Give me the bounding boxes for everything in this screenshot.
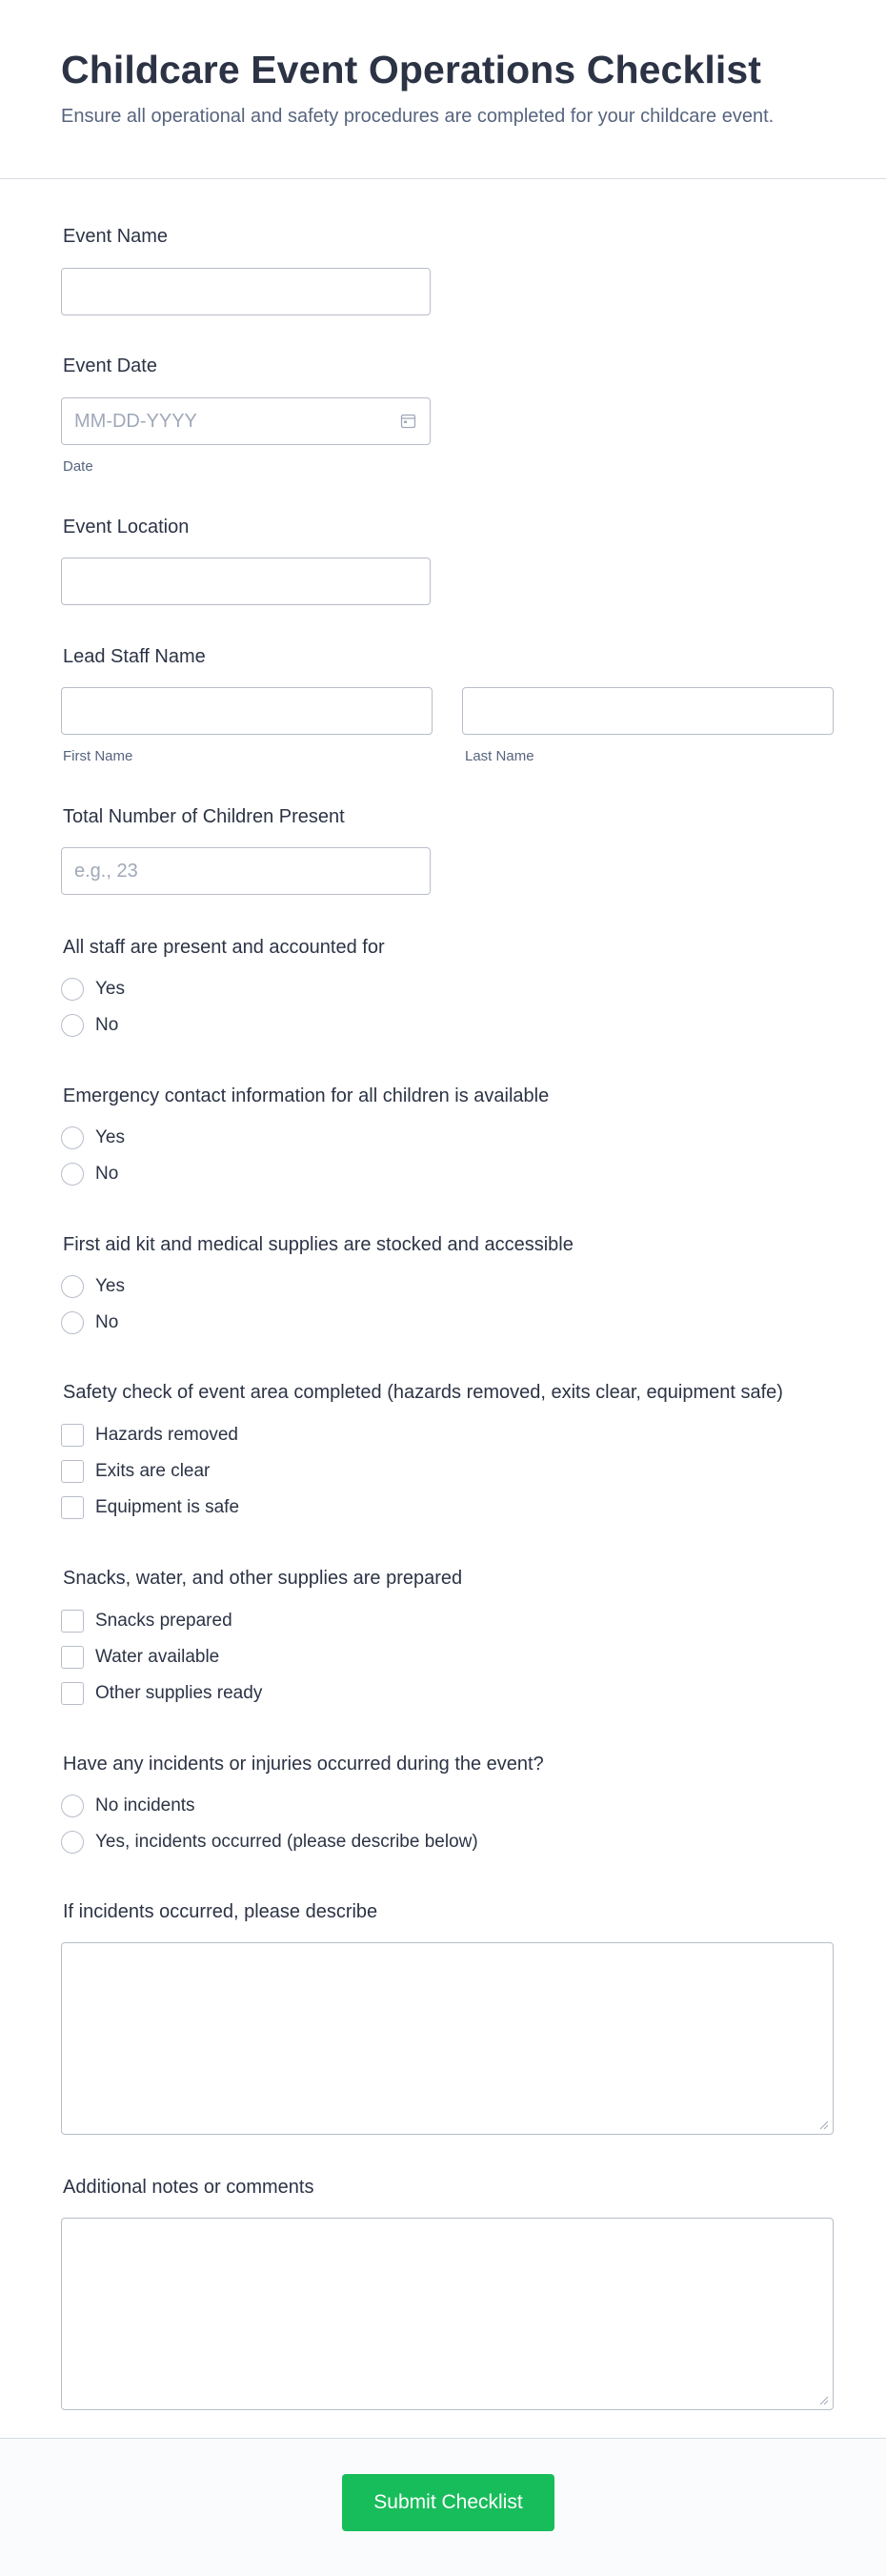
notes-textarea[interactable]: [61, 2218, 834, 2410]
first-aid-yes[interactable]: [61, 1274, 125, 1299]
incidents-yes[interactable]: [61, 1830, 478, 1855]
children-count-label: Total Number of Children Present: [63, 806, 345, 827]
option-label: Yes: [95, 1127, 125, 1147]
first-name-sublabel: First Name: [63, 748, 133, 764]
checkbox[interactable]: [61, 1496, 84, 1519]
option-label: No: [95, 1015, 119, 1035]
first-aid-no[interactable]: [61, 1310, 118, 1335]
safety-check-hazards[interactable]: [61, 1423, 238, 1448]
event-location-label: Event Location: [63, 517, 190, 538]
children-count-input[interactable]: [61, 847, 431, 895]
option-label: Yes: [95, 1276, 125, 1296]
incidents-none[interactable]: [61, 1794, 195, 1818]
event-date-label: Event Date: [63, 355, 157, 376]
radio-button[interactable]: [61, 1126, 84, 1149]
option-label: Hazards removed: [95, 1425, 238, 1445]
resize-handle-icon[interactable]: [819, 2120, 829, 2130]
staff-present-yes[interactable]: [61, 977, 125, 1002]
emergency-contacts-yes[interactable]: [61, 1126, 125, 1150]
first-aid-label: First aid kit and medical supplies are stocked and accessible: [63, 1234, 574, 1255]
emergency-contacts-label: Emergency contact information for all children is available: [63, 1085, 550, 1106]
option-label: No: [95, 1164, 119, 1184]
resize-handle-icon[interactable]: [819, 2396, 829, 2405]
checkbox[interactable]: [61, 1610, 84, 1633]
option-label: Yes: [95, 979, 125, 999]
checkbox[interactable]: [61, 1646, 84, 1669]
last-name-input[interactable]: [462, 687, 834, 735]
event-date-sublabel: Date: [63, 458, 93, 475]
event-location-input[interactable]: [61, 558, 431, 605]
incident-description-label: If incidents occurred, please describe: [63, 1901, 378, 1922]
radio-button[interactable]: [61, 1163, 84, 1186]
form-header: [0, 0, 886, 179]
radio-button[interactable]: [61, 1795, 84, 1817]
supplies-snacks[interactable]: [61, 1609, 232, 1633]
supplies-label: Snacks, water, and other supplies are prepared: [63, 1568, 463, 1589]
event-date-input[interactable]: [61, 397, 431, 445]
checkbox[interactable]: [61, 1682, 84, 1705]
safety-check-label: Safety check of event area completed (hazards removed, exits clear, equipment safe): [63, 1382, 783, 1403]
option-label: Other supplies ready: [95, 1683, 263, 1703]
option-label: Yes, incidents occurred (please describe below): [95, 1832, 478, 1852]
option-label: Water available: [95, 1647, 220, 1667]
radio-button[interactable]: [61, 978, 84, 1001]
first-name-input[interactable]: [61, 687, 433, 735]
radio-button[interactable]: [61, 1831, 84, 1854]
incidents-label: Have any incidents or injuries occurred during the event?: [63, 1754, 544, 1775]
page-subtitle: Ensure all operational and safety procedures are completed for your childcare event.: [61, 106, 775, 127]
notes-label: Additional notes or comments: [63, 2177, 314, 2198]
calendar-icon[interactable]: [400, 413, 416, 429]
page-title: Childcare Event Operations Checklist: [61, 48, 761, 91]
emergency-contacts-no[interactable]: [61, 1162, 118, 1187]
radio-button[interactable]: [61, 1311, 84, 1334]
supplies-water[interactable]: [61, 1645, 219, 1670]
staff-present-label: All staff are present and accounted for: [63, 937, 385, 958]
checkbox[interactable]: [61, 1424, 84, 1447]
option-label: Exits are clear: [95, 1461, 211, 1481]
event-name-input[interactable]: [61, 268, 431, 315]
option-label: Snacks prepared: [95, 1611, 232, 1631]
last-name-sublabel: Last Name: [465, 748, 534, 764]
event-name-label: Event Name: [63, 226, 169, 247]
supplies-other[interactable]: [61, 1681, 262, 1706]
checkbox[interactable]: [61, 1460, 84, 1483]
option-label: No incidents: [95, 1795, 195, 1815]
safety-check-equipment[interactable]: [61, 1495, 239, 1520]
staff-present-no[interactable]: [61, 1013, 118, 1038]
option-label: Equipment is safe: [95, 1497, 240, 1517]
radio-button[interactable]: [61, 1275, 84, 1298]
safety-check-exits[interactable]: [61, 1459, 210, 1484]
lead-staff-label: Lead Staff Name: [63, 646, 206, 667]
incident-description-textarea[interactable]: [61, 1942, 834, 2135]
submit-button[interactable]: Submit Checklist: [342, 2474, 554, 2531]
option-label: No: [95, 1312, 119, 1332]
radio-button[interactable]: [61, 1014, 84, 1037]
